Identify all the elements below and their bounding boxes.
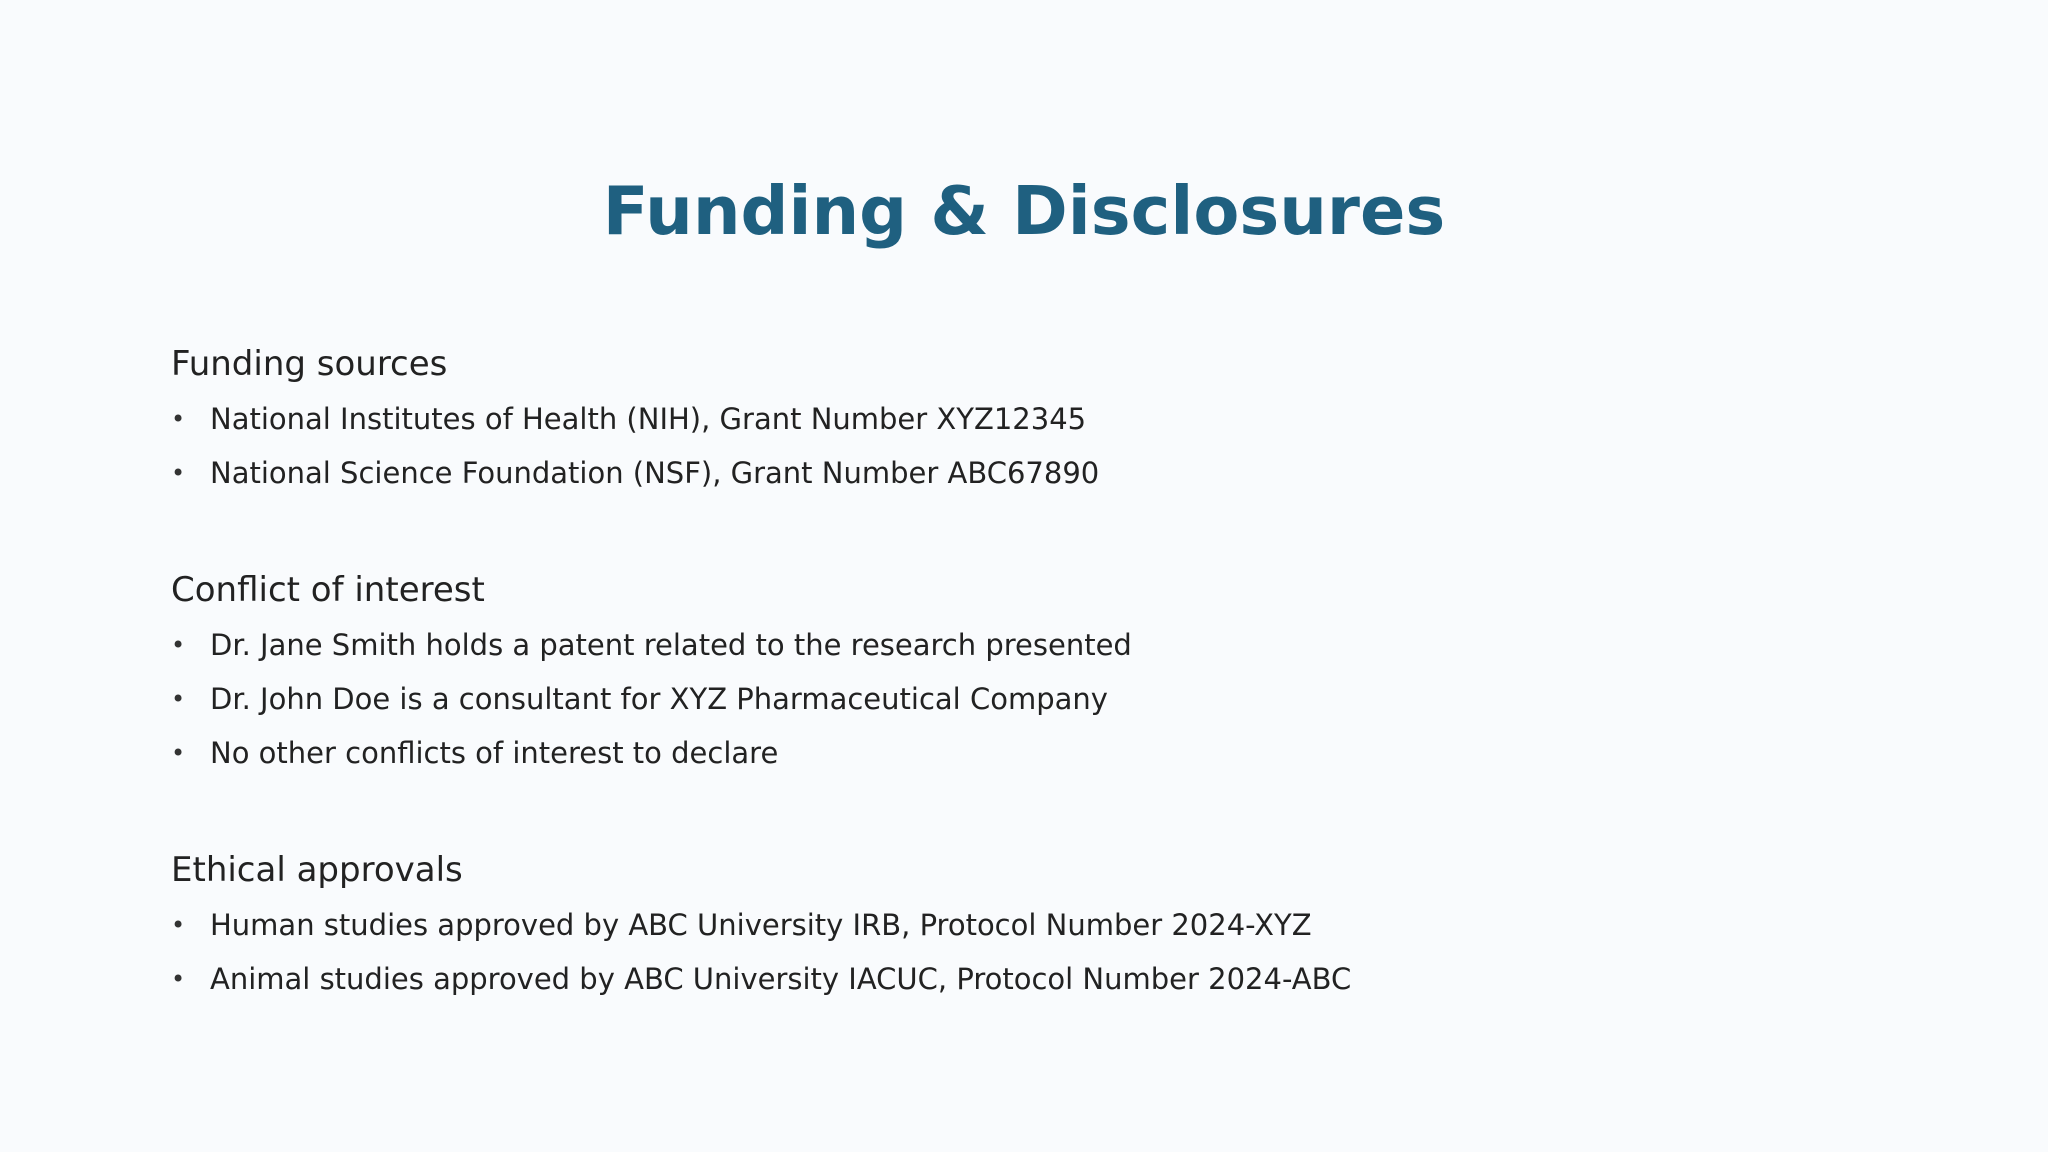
bullet-icon: • [171,911,186,939]
bullet-list [171,392,1871,500]
section-heading: Ethical approvals [171,850,463,890]
list-item-text: National Science Foundation (NSF), Grant Number ABC67890 [210,456,1100,490]
slide-title: Funding & Disclosures [602,172,1446,250]
bullet-list [171,618,1871,780]
list-item [171,952,1871,1006]
list-item-text: No other conflicts of interest to declare [210,736,779,770]
bullet-icon: • [171,685,186,713]
bullet-list [171,898,1871,1006]
list-item-text: National Institutes of Health (NIH), Grant Number XYZ12345 [210,402,1087,436]
section-heading: Conflict of interest [171,570,485,610]
list-item-text: Human studies approved by ABC University IRB, Protocol Number 2024-XYZ [210,908,1312,942]
section-ethical-approvals [171,844,1871,1006]
list-item-text: Dr. Jane Smith holds a patent related to the research presented [210,628,1132,662]
slide-content [171,338,1871,1070]
list-item [171,898,1871,952]
list-item-text: Dr. John Doe is a consultant for XYZ Pharmaceutical Company [210,682,1108,716]
list-item [171,726,1871,780]
list-item-text: Animal studies approved by ABC University IACUC, Protocol Number 2024-ABC [210,962,1352,996]
bullet-icon: • [171,405,186,433]
list-item [171,618,1871,672]
list-item [171,672,1871,726]
list-item [171,392,1871,446]
bullet-icon: • [171,739,186,767]
section-heading: Funding sources [171,344,448,384]
section-funding-sources [171,338,1871,500]
bullet-icon: • [171,631,186,659]
section-conflict-of-interest [171,564,1871,780]
list-item [171,446,1871,500]
bullet-icon: • [171,459,186,487]
bullet-icon: • [171,965,186,993]
